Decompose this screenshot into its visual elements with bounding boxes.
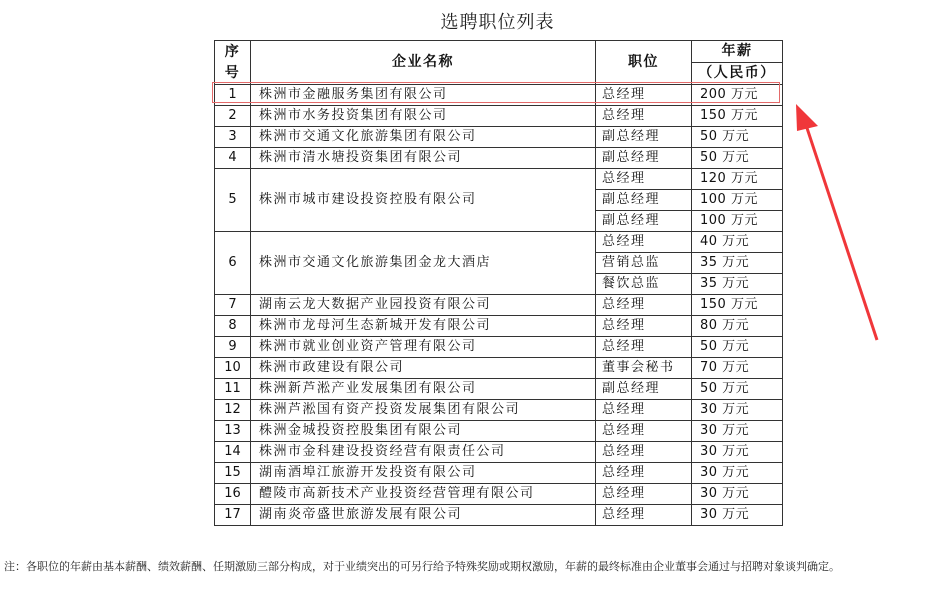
row-number: 8 — [215, 316, 251, 337]
company-name: 醴陵市高新技术产业投资经营管理有限公司 — [251, 484, 596, 505]
position-title: 总经理 — [596, 463, 692, 484]
company-name: 湖南云龙大数据产业园投资有限公司 — [251, 295, 596, 316]
table-row — [215, 505, 783, 526]
annual-salary: 30 万元 — [692, 400, 783, 421]
position-title: 副总经理 — [596, 379, 692, 400]
annual-salary: 70 万元 — [692, 358, 783, 379]
header-no — [215, 41, 251, 85]
position-title: 总经理 — [596, 85, 692, 106]
position-title: 总经理 — [596, 169, 692, 190]
annual-salary: 150 万元 — [692, 295, 783, 316]
row-number: 13 — [215, 421, 251, 442]
company-name: 湖南炎帝盛世旅游发展有限公司 — [251, 505, 596, 526]
table-row — [215, 379, 783, 400]
company-name: 株洲市城市建设投资控股有限公司 — [251, 169, 596, 232]
table-row — [215, 400, 783, 421]
annual-salary: 150 万元 — [692, 106, 783, 127]
table-row — [215, 442, 783, 463]
header-position: 职位 — [596, 41, 692, 85]
header-salary-line2: （人民币） — [692, 63, 783, 85]
company-name: 株洲市交通文化旅游集团有限公司 — [251, 127, 596, 148]
table-row — [215, 148, 783, 169]
position-title: 董事会秘书 — [596, 358, 692, 379]
position-title: 总经理 — [596, 400, 692, 421]
position-title: 总经理 — [596, 106, 692, 127]
company-name: 株洲市政建设有限公司 — [251, 358, 596, 379]
arrow-shaft — [806, 125, 877, 340]
company-name: 湖南酒埠江旅游开发投资有限公司 — [251, 463, 596, 484]
annual-salary: 50 万元 — [692, 148, 783, 169]
annual-salary: 30 万元 — [692, 421, 783, 442]
position-title: 副总经理 — [596, 148, 692, 169]
table-row — [215, 85, 783, 106]
position-title: 餐饮总监 — [596, 274, 692, 295]
position-title: 副总经理 — [596, 127, 692, 148]
position-title: 营销总监 — [596, 253, 692, 274]
row-number: 5 — [215, 169, 251, 232]
table-row — [215, 316, 783, 337]
annual-salary: 35 万元 — [692, 274, 783, 295]
annual-salary: 30 万元 — [692, 505, 783, 526]
table-row — [215, 295, 783, 316]
company-name: 株洲市龙母河生态新城开发有限公司 — [251, 316, 596, 337]
annual-salary: 30 万元 — [692, 463, 783, 484]
job-table — [214, 40, 783, 526]
position-title: 副总经理 — [596, 211, 692, 232]
position-title: 总经理 — [596, 316, 692, 337]
table-row — [215, 421, 783, 442]
arrow-head — [796, 104, 818, 131]
annual-salary: 100 万元 — [692, 190, 783, 211]
row-number: 10 — [215, 358, 251, 379]
row-number: 11 — [215, 379, 251, 400]
row-number: 4 — [215, 148, 251, 169]
company-name: 株洲市清水塘投资集团有限公司 — [251, 148, 596, 169]
position-title: 总经理 — [596, 295, 692, 316]
annual-salary: 50 万元 — [692, 337, 783, 358]
company-name: 株洲市就业创业资产管理有限公司 — [251, 337, 596, 358]
header-no-line1: 序 — [224, 43, 241, 60]
annual-salary: 35 万元 — [692, 253, 783, 274]
row-number: 14 — [215, 442, 251, 463]
company-name: 株洲市金科建设投资经营有限责任公司 — [251, 442, 596, 463]
position-title: 总经理 — [596, 484, 692, 505]
row-number: 16 — [215, 484, 251, 505]
header-company: 企业名称 — [251, 41, 596, 85]
table-row — [215, 127, 783, 148]
company-name: 株洲金城投资控股集团有限公司 — [251, 421, 596, 442]
header-no-line2: 号 — [224, 64, 241, 81]
footnote: 注：各职位的年薪由基本薪酬、绩效薪酬、任期激励三部分构成，对于业绩突出的可另行给予特殊奖励或期权激励，年薪的最终标准由企业董事会通过与招聘对象谈判确定。 — [4, 560, 840, 573]
position-title: 总经理 — [596, 337, 692, 358]
table-row — [215, 337, 783, 358]
row-number: 1 — [215, 85, 251, 106]
company-name: 株洲市金融服务集团有限公司 — [251, 85, 596, 106]
row-number: 7 — [215, 295, 251, 316]
row-number: 9 — [215, 337, 251, 358]
table-row — [215, 232, 783, 253]
position-title: 副总经理 — [596, 190, 692, 211]
table-row — [215, 358, 783, 379]
header-salary-line1: 年薪 — [692, 41, 783, 63]
position-title: 总经理 — [596, 505, 692, 526]
row-number: 6 — [215, 232, 251, 295]
annual-salary: 50 万元 — [692, 379, 783, 400]
position-title: 总经理 — [596, 442, 692, 463]
row-number: 12 — [215, 400, 251, 421]
company-name: 株洲市交通文化旅游集团金龙大酒店 — [251, 232, 596, 295]
annual-salary: 50 万元 — [692, 127, 783, 148]
header-row — [215, 41, 783, 63]
table-row — [215, 106, 783, 127]
annual-salary: 30 万元 — [692, 484, 783, 505]
table-row — [215, 484, 783, 505]
annual-salary: 80 万元 — [692, 316, 783, 337]
table-row — [215, 463, 783, 484]
annual-salary: 100 万元 — [692, 211, 783, 232]
position-title: 总经理 — [596, 232, 692, 253]
annual-salary: 200 万元 — [692, 85, 783, 106]
company-name: 株洲市水务投资集团有限公司 — [251, 106, 596, 127]
company-name: 株洲新芦淞产业发展集团有限公司 — [251, 379, 596, 400]
table-row — [215, 169, 783, 190]
row-number: 2 — [215, 106, 251, 127]
annual-salary: 30 万元 — [692, 442, 783, 463]
position-title: 总经理 — [596, 421, 692, 442]
row-number: 17 — [215, 505, 251, 526]
table-title: 选聘职位列表 — [440, 12, 555, 33]
annual-salary: 40 万元 — [692, 232, 783, 253]
annual-salary: 120 万元 — [692, 169, 783, 190]
row-number: 3 — [215, 127, 251, 148]
row-number: 15 — [215, 463, 251, 484]
company-name: 株洲芦淞国有资产投资发展集团有限公司 — [251, 400, 596, 421]
